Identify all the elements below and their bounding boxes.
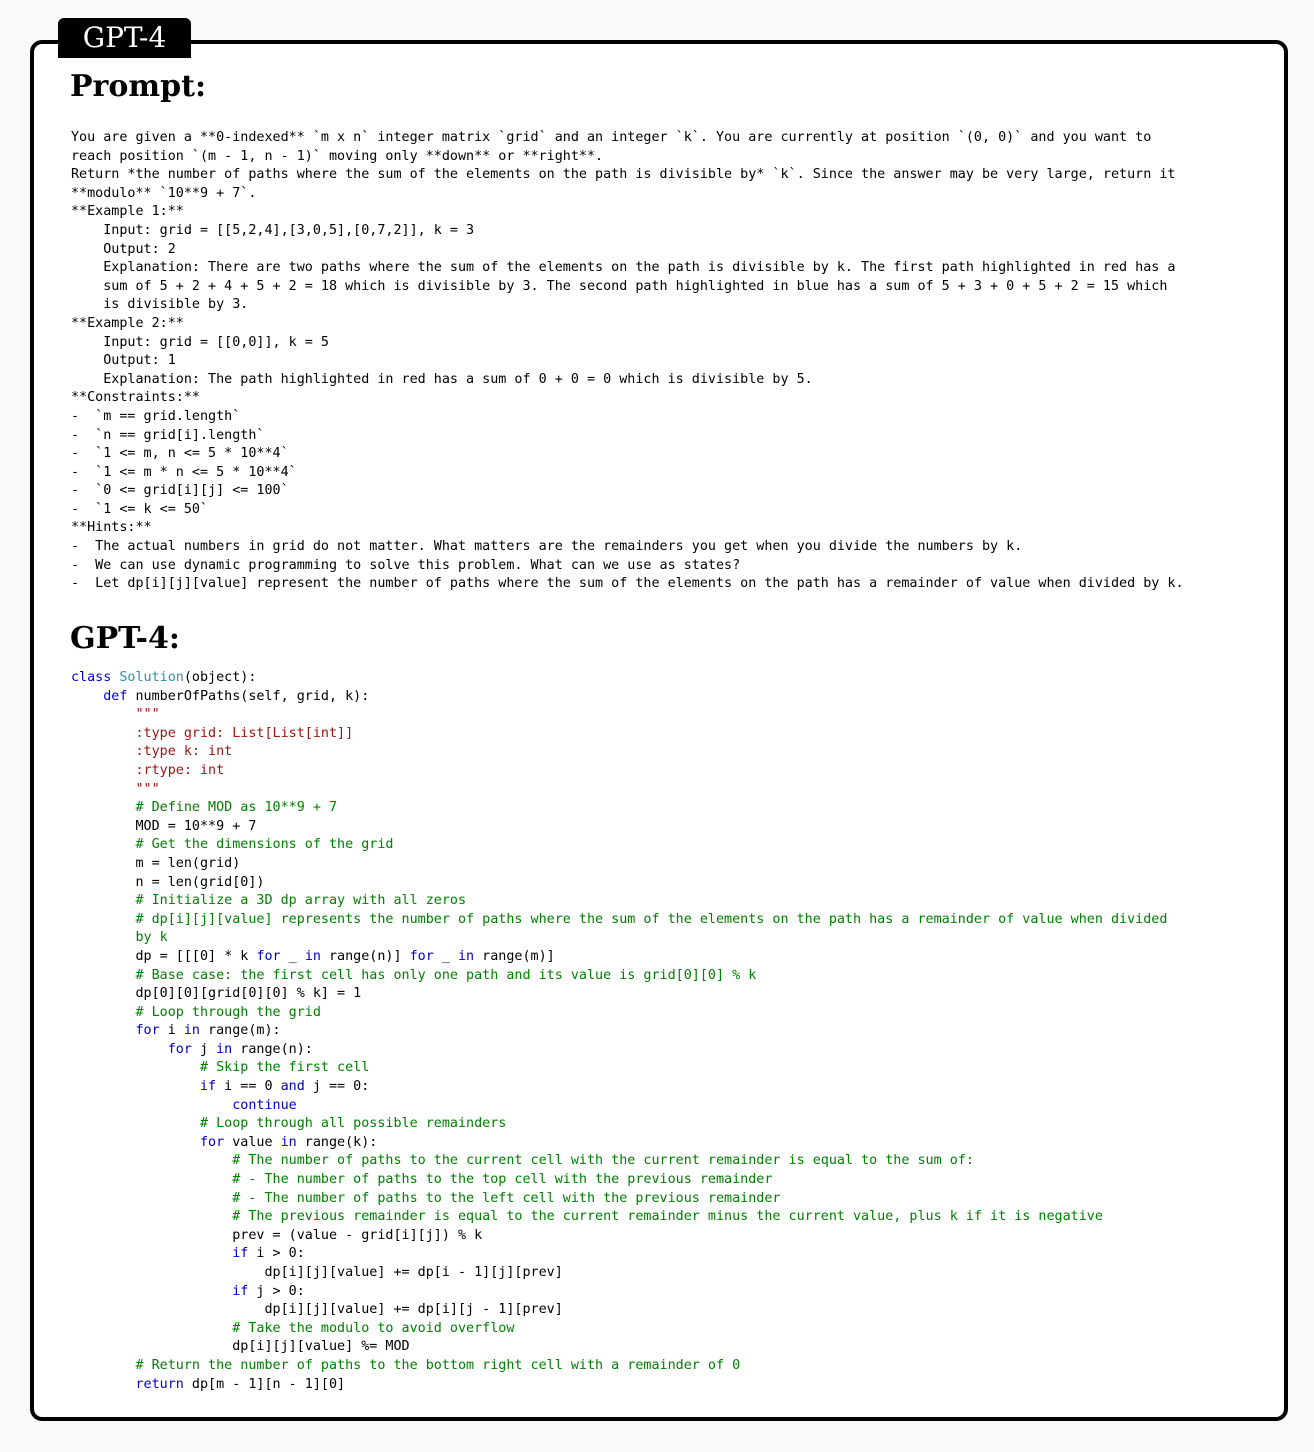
code-token: for xyxy=(167,1041,192,1057)
prompt-line: reach position `(m - 1, n - 1)` moving only **down** or **right**. xyxy=(71,148,604,164)
code-token: and xyxy=(280,1079,305,1095)
code-line xyxy=(71,1264,1261,1283)
prompt-line: - `0 <= grid[i][j] <= 100` xyxy=(71,483,289,499)
code-token: # - The number of paths to the left cell with the previous remainder xyxy=(71,1190,781,1206)
code-token: for xyxy=(135,1023,160,1039)
code-token: j > 0: xyxy=(248,1283,305,1299)
prompt-line: is divisible by 3. xyxy=(71,297,249,313)
code-token: numberOfPaths(self, grid, k): xyxy=(135,688,370,704)
prompt-line: sum of 5 + 2 + 4 + 5 + 2 = 18 which is divisible by 3. The second path highlighted in blue has a sum of 5 + 3 + 0 + 5 + 2 = 15 which xyxy=(71,278,1168,294)
code-token: class xyxy=(71,670,120,685)
prompt-line: Explanation: The path highlighted in red has a sum of 0 + 0 = 0 which is divisible by 5. xyxy=(71,371,813,387)
code-token xyxy=(71,1098,232,1113)
code-token: for xyxy=(409,948,434,964)
code-line xyxy=(71,948,1261,967)
code-token: dp = [[[0] * k xyxy=(71,948,257,964)
prompt-line: Input: grid = [[0,0]], k = 5 xyxy=(71,334,329,350)
code-token: :rtype: int xyxy=(71,762,225,778)
code-token: # Define MOD as 10**9 + 7 xyxy=(71,800,338,816)
prompt-line: - `1 <= m * n <= 5 * 10**4` xyxy=(71,464,297,480)
code-token: # - The number of paths to the top cell with the previous remainder xyxy=(71,1172,773,1188)
code-line xyxy=(71,1059,1261,1078)
code-token: in xyxy=(183,1023,200,1039)
code-line xyxy=(71,1171,1261,1190)
prompt-line: **modulo** `10**9 + 7`. xyxy=(71,185,257,201)
code-token: if xyxy=(200,1079,217,1095)
code-token: # Base case: the first cell has only one path and its value is grid[0][0] % k xyxy=(71,967,757,983)
model-badge: GPT-4 xyxy=(58,18,191,58)
response-heading: GPT-4: xyxy=(70,621,180,656)
code-token: in xyxy=(216,1041,233,1057)
code-token: # Skip the first cell xyxy=(71,1060,370,1076)
prompt-line: - `1 <= k <= 50` xyxy=(71,501,209,517)
code-line xyxy=(71,911,1261,930)
code-token: i == 0 xyxy=(216,1079,281,1095)
code-line xyxy=(71,762,1261,781)
code-token: # Get the dimensions of the grid xyxy=(71,837,394,853)
code-token xyxy=(71,1023,136,1038)
code-token: dp[i][j][value] += dp[i][j - 1][prev] xyxy=(71,1302,563,1318)
code-line xyxy=(71,1283,1261,1302)
code-token xyxy=(71,1042,168,1057)
code-token xyxy=(71,1079,200,1094)
code-line xyxy=(71,1245,1261,1264)
prompt-line: - `1 <= m, n <= 5 * 10**4` xyxy=(71,446,289,462)
code-token: range(m): xyxy=(200,1023,281,1039)
code-block xyxy=(71,669,1261,1394)
code-line xyxy=(71,1004,1261,1023)
code-line xyxy=(71,855,1261,874)
code-token: i > 0: xyxy=(248,1246,305,1262)
code-token: value xyxy=(224,1134,281,1150)
code-token: dp[i][j][value] += dp[i - 1][j][prev] xyxy=(71,1265,563,1280)
code-line xyxy=(71,669,1261,688)
code-token: m = len(grid) xyxy=(71,855,241,871)
code-token: continue xyxy=(232,1097,297,1113)
prompt-line: Return *the number of paths where the sum of the elements on the path is divisible by* `k`. Since the answer may be very large, return it xyxy=(71,167,1176,183)
code-line xyxy=(71,781,1261,800)
code-token: range(m)] xyxy=(474,948,555,964)
code-line xyxy=(71,1208,1261,1227)
code-line xyxy=(71,1190,1261,1209)
code-token: # Return the number of paths to the bottom right cell with a remainder of 0 xyxy=(71,1357,741,1373)
code-token: in xyxy=(304,948,321,964)
code-token: # Take the modulo to avoid overflow xyxy=(71,1320,515,1336)
code-line xyxy=(71,1097,1261,1116)
prompt-line: - Let dp[i][j][value] represent the number of paths where the sum of the elements on the path has a remainder of value when divided by k. xyxy=(71,576,1184,592)
code-line xyxy=(71,874,1261,893)
code-token: # Loop through all possible remainders xyxy=(71,1116,507,1132)
prompt-line: You are given a **0-indexed** `m x n` integer matrix `grid` and an integer `k`. You are currently at position `(0, 0)` and you want to xyxy=(71,130,1152,145)
code-token: """ xyxy=(71,707,160,723)
code-token xyxy=(71,1246,232,1261)
prompt-line: **Hints:** xyxy=(71,520,152,536)
prompt-line: **Example 1:** xyxy=(71,204,184,220)
code-line xyxy=(71,743,1261,762)
code-token: range(k): xyxy=(296,1134,378,1150)
code-line xyxy=(71,1357,1261,1376)
code-token: prev = (value - grid[i][j]) % k xyxy=(71,1227,483,1243)
code-token: dp[m - 1][n - 1][0] xyxy=(183,1376,346,1392)
prompt-line: - `n == grid[i].length` xyxy=(71,427,265,443)
code-line xyxy=(71,985,1261,1004)
prompt-line: - The actual numbers in grid do not matter. What matters are the remainders you get when you divide the numbers by k. xyxy=(71,539,1023,555)
code-token: in xyxy=(458,948,475,964)
prompt-line: Explanation: There are two paths where the sum of the elements on the path is divisible by k. The first path highlighted in red has a xyxy=(71,260,1176,276)
code-token xyxy=(71,1377,136,1392)
code-line xyxy=(71,799,1261,818)
code-token: n = len(grid[0]) xyxy=(71,874,265,890)
code-token: Solution xyxy=(119,670,184,685)
code-token: MOD = 10**9 + 7 xyxy=(71,818,257,834)
code-line xyxy=(71,1134,1261,1153)
code-token: dp[i][j][value] %= MOD xyxy=(71,1339,410,1355)
code-token: # The previous remainder is equal to the current remainder minus the current value, plus k if it is negative xyxy=(71,1209,1103,1225)
code-line xyxy=(71,1227,1261,1246)
code-token: dp[0][0][grid[0][0] % k] = 1 xyxy=(71,986,362,1002)
code-line xyxy=(71,706,1261,725)
code-token: (object): xyxy=(183,670,257,685)
code-token: range(n): xyxy=(232,1041,313,1057)
code-token: range(n)] xyxy=(320,948,410,964)
prompt-line: Input: grid = [[5,2,4],[3,0,5],[0,7,2]], k = 3 xyxy=(71,222,475,238)
code-token: # The number of paths to the current cell with the current remainder is equal to the sum of: xyxy=(71,1153,974,1169)
code-line xyxy=(71,929,1261,948)
code-token: for xyxy=(256,948,281,964)
code-line xyxy=(71,892,1261,911)
prompt-text xyxy=(71,129,1261,594)
code-line xyxy=(71,1041,1261,1060)
prompt-line: Output: 1 xyxy=(71,353,176,369)
code-line xyxy=(71,1115,1261,1134)
prompt-line: Output: 2 xyxy=(71,241,176,257)
code-token xyxy=(71,689,103,704)
code-token: return xyxy=(135,1376,184,1392)
code-line xyxy=(71,836,1261,855)
prompt-line: - We can use dynamic programming to solve this problem. What can we use as states? xyxy=(71,557,741,573)
code-line xyxy=(71,688,1261,707)
code-line xyxy=(71,1022,1261,1041)
code-token: by k xyxy=(71,930,168,946)
code-token: _ xyxy=(433,948,458,964)
code-line xyxy=(71,1078,1261,1097)
code-token: i xyxy=(159,1023,184,1039)
code-line xyxy=(71,1152,1261,1171)
code-token: def xyxy=(103,688,136,704)
prompt-line: - `m == grid.length` xyxy=(71,408,241,424)
code-line xyxy=(71,725,1261,744)
code-line xyxy=(71,818,1261,837)
code-line xyxy=(71,967,1261,986)
code-token: # Initialize a 3D dp array with all zeros xyxy=(71,893,467,909)
code-token: j == 0: xyxy=(304,1079,370,1095)
code-line xyxy=(71,1320,1261,1339)
code-token: for xyxy=(200,1134,225,1150)
code-token: # Loop through the grid xyxy=(71,1004,321,1020)
code-line xyxy=(71,1301,1261,1320)
code-line xyxy=(71,1338,1261,1357)
code-line xyxy=(71,1376,1261,1395)
code-token: :type grid: List[List[int]] xyxy=(71,725,354,741)
code-token: """ xyxy=(71,781,160,797)
code-token: in xyxy=(280,1134,297,1150)
prompt-heading: Prompt: xyxy=(70,69,207,104)
code-token xyxy=(71,1284,232,1299)
prompt-line: **Constraints:** xyxy=(71,390,200,406)
code-token: j xyxy=(191,1041,217,1057)
code-token: # dp[i][j][value] represents the number of paths where the sum of the elements on the path has a remainder of value when divided xyxy=(71,911,1168,927)
code-token: :type k: int xyxy=(71,744,233,760)
code-token xyxy=(71,1135,200,1150)
prompt-line: **Example 2:** xyxy=(71,315,184,331)
code-token: if xyxy=(232,1283,249,1299)
code-token: if xyxy=(232,1246,249,1262)
code-token: _ xyxy=(280,948,305,964)
